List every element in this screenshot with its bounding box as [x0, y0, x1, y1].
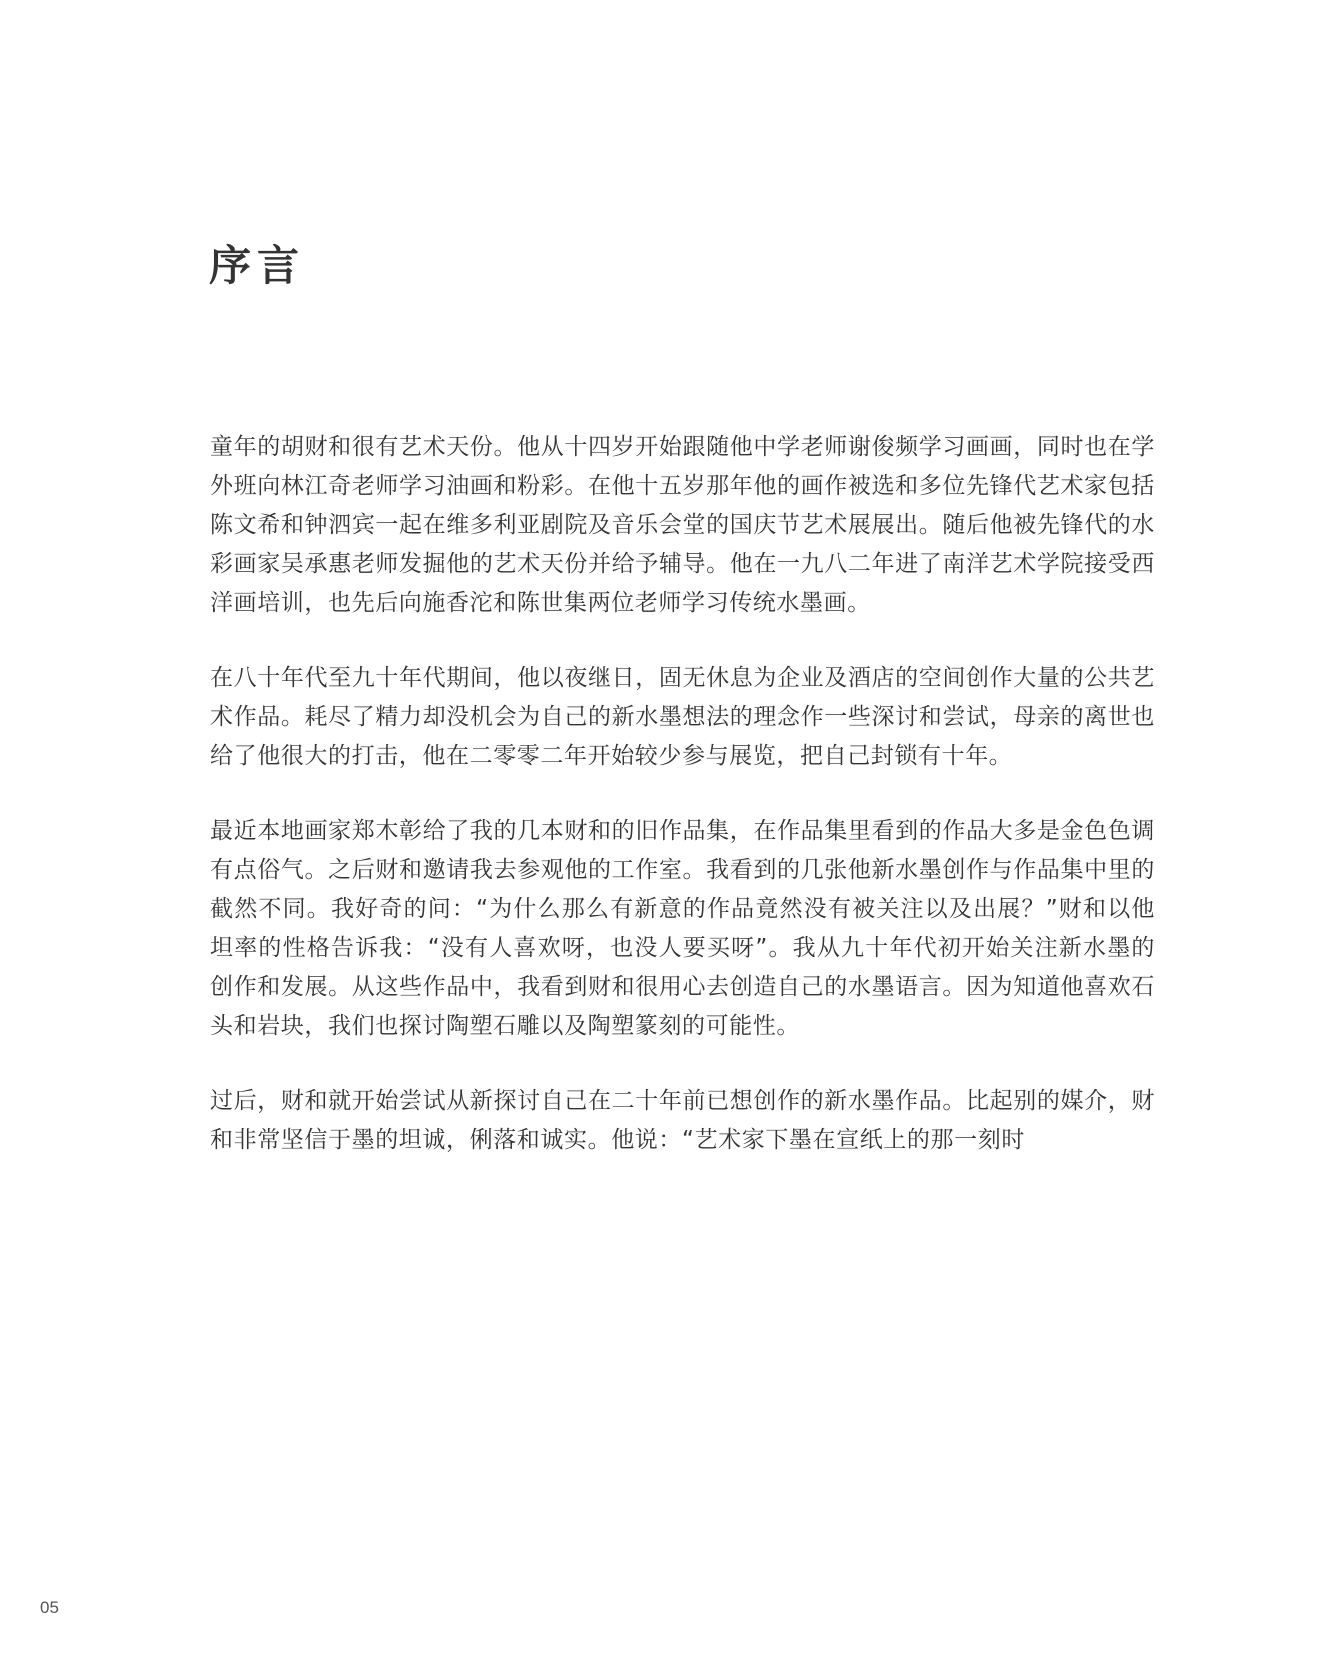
paragraph-4: 过后，财和就开始尝试从新探讨自己在二十年前已想创作的新水墨作品。比起别的媒介，财和非常坚信于墨的坦诚，俐落和诚实。他说：“艺术家下墨在宣纸上的那一刻时: [210, 1088, 1155, 1153]
paragraph-3: 最近本地画家郑木彰给了我的几本财和的旧作品集，在作品集里看到的作品大多是金色色调有点俗气。之后财和邀请我去参观他的工作室。我看到的几张他新水墨创作与作品集中里的截然不同。我好奇的问：“为什么那么有新意的作品竟然没有被关注以及出展？”财和以他坦率的性格告诉我：“没有人喜欢呀，也没人要买呀”。我从九十年代初开始关注新水墨的创作和发展。从这些作品中，我看到财和很用心去创造自己的水墨语言。因为知道他喜欢石头和岩块，我们也探讨陶塑石雕以及陶塑篆刻的可能性。: [210, 818, 1155, 1039]
page-number: 05: [40, 1598, 59, 1617]
article-body: [210, 428, 1155, 1196]
paragraph-2: 在八十年代至九十年代期间，他以夜继日，固无休息为企业及酒店的空间创作大量的公共艺术作品。耗尽了精力却没机会为自己的新水墨想法的理念作一些深讨和尝试，母亲的离世也给了他很大的打击，他在二零零二年开始较少参与展览，把自己封锁有十年。: [210, 665, 1155, 769]
paragraph-1: 童年的胡财和很有艺术天份。他从十四岁开始跟随他中学老师谢俊频学习画画，同时也在学外班向林江奇老师学习油画和粉彩。在他十五岁那年他的画作被选和多位先锋代艺术家包括陈文希和钟泗宾一起在维多利亚剧院及音乐会堂的国庆节艺术展展出。随后他被先锋代的水彩画家吴承惠老师发掘他的艺术天份并给予辅导。他在一九八二年进了南洋艺术学院接受西洋画培训，也先后向施香沱和陈世集两位老师学习传统水墨画。: [210, 434, 1155, 616]
page-title: 序言: [209, 241, 306, 290]
